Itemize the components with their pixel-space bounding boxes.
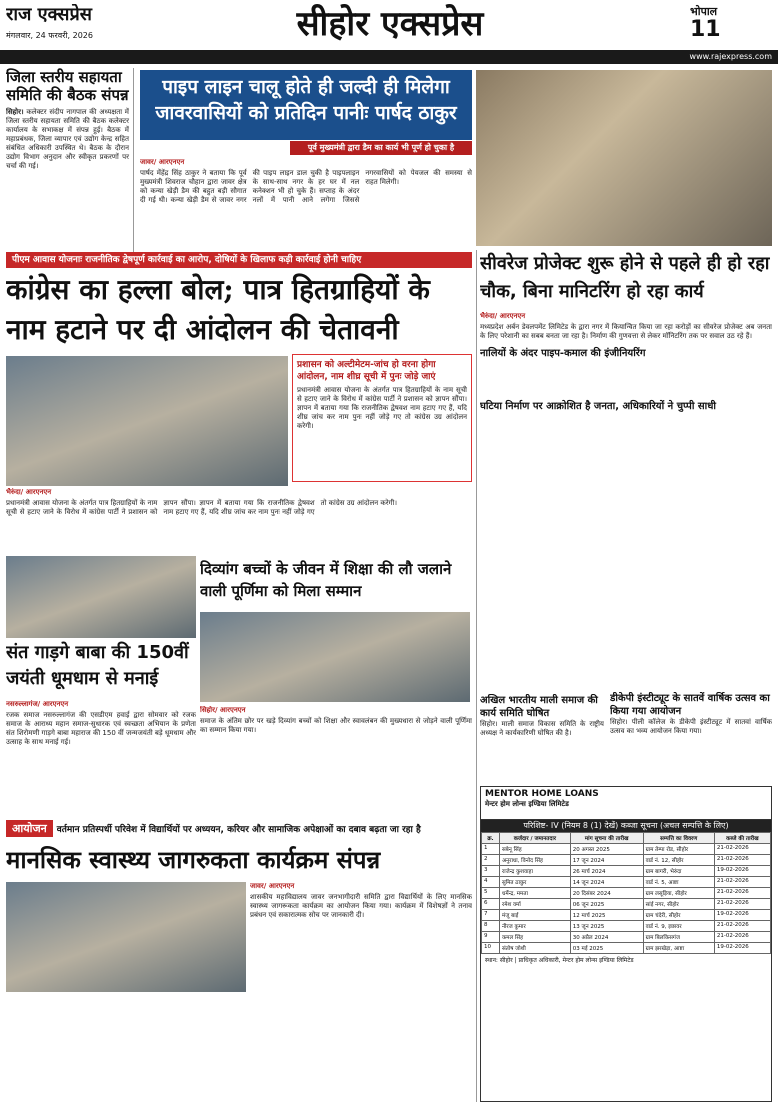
table-row xyxy=(482,866,771,877)
dpi-text: सिहोर। पीली कॉलेज के डीकेपी इंस्टीट्यूट में सातवां वार्षिक उत्सव का भव्य आयोजन किया गया। xyxy=(610,718,772,735)
table-cell: 9 xyxy=(482,932,500,943)
possession-notice-ad xyxy=(480,786,772,1102)
table-cell: 21-02-2026 xyxy=(714,932,770,943)
table-cell: वार्ड नं. 5, आष्टा xyxy=(643,877,714,888)
sewerage-body xyxy=(480,312,772,538)
table-row xyxy=(482,855,771,866)
ad-table-header xyxy=(482,833,771,844)
sant-byline: नसरुल्लागंज/ आरएनएन xyxy=(6,700,69,708)
ad-header xyxy=(481,787,771,820)
congress-subhead-text: प्रधानमंत्री आवास योजना के अंतर्गत पात्र हितग्राहियों के नाम सूची से हटाए जाने के विरोध में कांग्रेस पार्टी ने प्रशासन को ज्ञापन सौंपा। ज्ञापन में बताया गया कि राजनीतिक द्वेषवश नाम हटाए गए हैं, यदि शीघ्र जांच कर नाम पुनः नहीं जोड़े गए तो कांग्रेस उग्र आंदोलन करेगी। xyxy=(297,386,467,430)
congress-photo-caption: भैरुंदा/ आरएनएन xyxy=(6,488,52,496)
ad-table-header-cell: कर्जदार / जमानतदार xyxy=(499,833,570,844)
sewerage-byline: भैरुंदा/ आरएनएन xyxy=(480,312,526,320)
ad-company-hindi: मेन्टर होम लोन्स इण्डिया लिमिटेड xyxy=(485,800,569,808)
table-cell: 30 अप्रैल 2024 xyxy=(570,932,643,943)
congress-photo xyxy=(6,356,288,486)
website-link[interactable]: www.rajexpress.com xyxy=(689,52,772,61)
table-cell: 19-02-2026 xyxy=(714,910,770,921)
table-cell: सांई नगर, सीहोर xyxy=(643,899,714,910)
ad-table-header-cell: मांग सूचना की तारीख xyxy=(570,833,643,844)
table-cell: 21-02-2026 xyxy=(714,844,770,855)
table-row xyxy=(482,932,771,943)
table-cell: 21-02-2026 xyxy=(714,921,770,932)
table-cell: 26 मार्च 2024 xyxy=(570,866,643,877)
mental-kicker: वर्तमान प्रतिस्पर्धी परिवेश में विद्यार्थियों पर अध्ययन, करियर और सामाजिक अपेक्षाओं का दबाव बढ़ता जा रहा है xyxy=(56,825,421,835)
sidebar-story xyxy=(6,68,134,258)
table-cell: 21-02-2026 xyxy=(714,899,770,910)
ad-table-header-cell: क्र. xyxy=(482,833,500,844)
mental-photo xyxy=(6,882,246,992)
issue-date: मंगलवार, 24 फरवरी, 2026 xyxy=(6,31,93,40)
ad-footer: स्थान: सीहोर | प्राधिकृत अधिकारी, मेन्टर होम लोन्स इण्डिया लिमिटेड xyxy=(485,957,634,964)
table-cell: राजेन्द्र कुशवाहा xyxy=(499,866,570,877)
sidebar-text: कलेक्टर संदीप नागपाल की अध्यक्षता में जिला स्तरीय सहायता समिति की बैठक कलेक्टर कार्यालय के सभाकक्ष में संपन्न हुई। बैठक में महाप्रबंधक, जिला व्यापार एवं उद्योग केन्द्र सहित संबंधित अधिकारी उपस्थित थे। बैठक के दौरान उद्योग विभाग अनुदान और स्वीकृत प्रकरणों पर चर्चा की गई। xyxy=(6,108,129,170)
sant-body xyxy=(6,700,196,814)
website-bar xyxy=(0,50,778,64)
congress-subhead-box xyxy=(292,354,472,482)
table-cell: मंजू बाई xyxy=(499,910,570,921)
table-cell: ग्राम बिलकिसगंज xyxy=(643,932,714,943)
mental-body xyxy=(250,882,472,1102)
newspaper-brand: राज एक्सप्रेस xyxy=(6,4,92,25)
mental-kicker-row xyxy=(6,818,472,840)
table-cell: 14 जून 2024 xyxy=(570,877,643,888)
lead-headline: पाइप लाइन चालू होते ही जल्दी ही मिलेगा जावरवासियों को प्रतिदिन पानीः पार्षद ठाकुर xyxy=(140,70,472,140)
table-cell: 1 xyxy=(482,844,500,855)
ad-title: परिशिष्ट- IV (नियम 8 (1) देखें) कब्जा सूचना (अचल सम्पत्ति के लिए) xyxy=(481,820,771,832)
table-cell: ग्राम तेम्पा रोड, सीहोर xyxy=(643,844,714,855)
lead-strap: पूर्व मुख्यमंत्री द्वारा डैम का कार्य भी पूर्ण हो चुका है xyxy=(290,141,472,155)
table-cell: ग्राम बागरी, भेरुंदा xyxy=(643,866,714,877)
table-cell: 10 xyxy=(482,943,500,954)
akhil-text: सिहोर। माली समाज विकास समिति के राष्ट्रीय अध्यक्ष ने कार्यकारिणी घोषित की है। xyxy=(480,720,604,737)
sewerage-headline: सीवरेज प्रोजेक्ट शुरू होने से पहले ही हो रहा चौक, बिना मानिटरिंग हो रहा कार्य xyxy=(480,253,770,302)
table-cell: 21-02-2026 xyxy=(714,888,770,899)
table-cell: 13 जून 2025 xyxy=(570,921,643,932)
divyang-photo-left xyxy=(6,556,196,638)
table-cell: ग्राम लसूड़िया, सीहोर xyxy=(643,888,714,899)
table-cell: सुमित ठाकुर xyxy=(499,877,570,888)
sewerage-subhead-2: घटिया निर्माण पर आक्रोशित है जनता, अधिकारियों ने चुप्पी साधी xyxy=(480,401,716,412)
column-divider xyxy=(476,250,477,1102)
congress-kicker: पीएम आवास योजनाः राजनीतिक द्वेषपूर्ण कार्रवाई का आरोप, दोषियों के खिलाफ कड़ी कार्रवाई होनी चाहिए xyxy=(6,252,472,268)
table-cell: धर्मेन्द्र, ममता xyxy=(499,888,570,899)
section-title: सीहोर एक्सप्रेस xyxy=(296,4,484,44)
ad-company-logo: MENTOR HOME LOANS xyxy=(485,789,599,799)
table-cell: 20 दिसंबर 2024 xyxy=(570,888,643,899)
table-row xyxy=(482,910,771,921)
table-cell: 21-02-2026 xyxy=(714,877,770,888)
table-cell: 20 अगस्त 2025 xyxy=(570,844,643,855)
lead-text: पार्षद मेंहेंद्र सिंह ठाकुर ने बताया कि पूर्व मुख्यमंत्री शिवराज चौहान द्वारा जावर क्षेत्र को कन्या खेड़ी डैम की बहुत बड़ी सौगात दी गई थी। कन्या खेड़ी डैम से जावर नगर की पाइप लाइन डाल चुकी है पाइपलाइन के साथ-साथ नगर के हर घर में नल कनेक्शन भी हो चुके हैं। सप्ताह के अंदर नलों में पानी आने लगेगा जिससे नगरवासियों को पेयजल की समस्या से राहत मिलेगी। xyxy=(140,169,472,204)
table-cell: 21-02-2026 xyxy=(714,855,770,866)
table-cell: सबेनू सिंह xyxy=(499,844,570,855)
ad-table-header-cell: कब्जे की तारीख xyxy=(714,833,770,844)
divyang-text: समाज के अंतिम छोर पर खड़े दिव्यांग बच्चों को शिक्षा और स्वावलंबन की मुख्यधारा से जोड़ने वाली पूर्णिमा का सम्मान किया गया। xyxy=(200,717,472,734)
sidebar-dateline: सिहोर। xyxy=(6,108,24,116)
table-cell: संतोष जोशी xyxy=(499,943,570,954)
dpi-headline: डीकेपी इंस्टीट्यूट के सातवें वार्षिक उत्सव का किया गया आयोजन xyxy=(610,693,770,717)
table-cell: 19-02-2026 xyxy=(714,866,770,877)
akhil-headline: अखिल भारतीय माली समाज की कार्य समिति घोषित xyxy=(480,695,598,719)
table-cell: ग्राम चंदेरी, सीहोर xyxy=(643,910,714,921)
table-cell: 2 xyxy=(482,855,500,866)
table-cell: वार्ड नं. 9, इछावर xyxy=(643,921,714,932)
edition-city: भोपाल xyxy=(690,5,718,18)
page-info xyxy=(690,4,772,48)
table-cell: 8 xyxy=(482,921,500,932)
mental-byline: जावर/ आरएनएन xyxy=(250,882,295,890)
table-cell: 03 मई 2025 xyxy=(570,943,643,954)
sewerage-text: मध्यप्रदेश अर्बन डेवलपमेंट लिमिटेड के द्वारा नगर में कियान्वित किया जा रहा करोड़ों का सीवरेज प्रोजेक्ट अब जनता के लिए परेशानी का सबब बनता जा रहा है। निर्माण की गुणवत्ता से लेकर मॉनिटरिंग तक पर सवाल उठ रहे हैं। xyxy=(480,323,772,340)
table-row xyxy=(482,888,771,899)
divyang-headline: दिव्यांग बच्चों के जीवन में शिक्षा की लौ जलाने वाली पूर्णिमा को मिला सम्मान xyxy=(200,560,452,600)
lead-byline: जावर/ आरएनएन xyxy=(140,158,185,166)
table-cell: 4 xyxy=(482,877,500,888)
masthead-brand-block xyxy=(6,4,176,48)
congress-body xyxy=(6,488,472,552)
mental-headline: मानसिक स्वास्थ्य जागरुकता कार्यक्रम संपन्न xyxy=(6,845,381,874)
mental-text: शासकीय महाविद्यालय जावर जनभागीदारी समिति द्वारा विद्यार्थियों के लिए मानसिक स्वास्थ्य जागरूकता कार्यक्रम का आयोजन किया गया। कार्यक्रम में विशेषज्ञों ने तनाव प्रबंधन एवं सकारात्मक सोच पर जानकारी दी। xyxy=(250,893,472,919)
table-cell: रमेश वर्मा xyxy=(499,899,570,910)
table-cell: 7 xyxy=(482,910,500,921)
table-cell: कमल सिंह xyxy=(499,932,570,943)
table-cell: वार्ड नं. 12, सीहोर xyxy=(643,855,714,866)
akhil-story xyxy=(480,694,604,784)
table-row xyxy=(482,844,771,855)
table-row xyxy=(482,899,771,910)
sant-text: रजक समाज नसरुल्लागंज की एसडीएम हवाई द्वारा सोमवार को रजक समाज के आराध्य महान समाज-सुधारक एवं स्वच्छता अभियान के प्रणेता संत शिरोमणी गाड़गे बाबा महाराज की 150 वीं जन्मजयंती बड़े धूमधाम और उत्साह के साथ मनाई गई। xyxy=(6,711,196,746)
table-cell: 5 xyxy=(482,888,500,899)
ad-table-header-cell: सम्पत्ति का विवरण xyxy=(643,833,714,844)
mental-tag: आयोजन xyxy=(6,820,53,837)
congress-subhead: प्रशासन को अल्टीमेटम-जांच हो वरना होगा आंदोलन, नाम शीघ्र सूची में पुनः जोड़े जाएं xyxy=(297,360,436,382)
table-cell: ग्राम झरखेड़ा, आष्टा xyxy=(643,943,714,954)
table-row xyxy=(482,877,771,888)
table-cell: 17 जून 2024 xyxy=(570,855,643,866)
divyang-body xyxy=(200,706,472,814)
table-cell: अनुराधा, विनोद सिंह xyxy=(499,855,570,866)
table-cell: नीरज कुमार xyxy=(499,921,570,932)
table-row xyxy=(482,943,771,954)
table-cell: 12 मार्च 2025 xyxy=(570,910,643,921)
ad-table-body xyxy=(482,844,771,954)
sidebar-body xyxy=(6,108,129,171)
sewerage-subhead-1: नालियों के अंदर पाइप-कमाल की इंजीनियरिंग xyxy=(480,348,646,359)
table-row xyxy=(482,921,771,932)
table-cell: 6 xyxy=(482,899,500,910)
table-cell: 3 xyxy=(482,866,500,877)
lead-photo xyxy=(476,70,772,246)
sidebar-headline: जिला स्तरीय सहायता समिति की बैठक संपन्न xyxy=(6,68,129,104)
table-cell: 06 जून 2025 xyxy=(570,899,643,910)
divyang-photo-right xyxy=(200,612,470,702)
table-cell: 19-02-2026 xyxy=(714,943,770,954)
page-number: 11 xyxy=(690,17,721,42)
divyang-byline: सिहोर/ आरएनएन xyxy=(200,706,246,714)
congress-text: प्रधानमंत्री आवास योजना के अंतर्गत पात्र हितग्राहियों के नाम सूची से हटाए जाने के विरोध में कांग्रेस पार्टी ने प्रशासन को ज्ञापन सौंपा। ज्ञापन में बताया गया कि राजनीतिक द्वेषवश नाम हटाए गए हैं, यदि शीघ्र जांच कर नाम पुनः नहीं जोड़े गए तो कांग्रेस उग्र आंदोलन करेगी। xyxy=(6,499,397,516)
congress-headline: कांग्रेस का हल्ला बोल; पात्र हितग्राहियों के नाम हटाने पर दी आंदोलन की चेतावनी xyxy=(6,273,430,346)
ad-table xyxy=(481,832,771,954)
sant-headline: संत गाड़गे बाबा की 150वीं जयंती धूमधाम से मनाई xyxy=(6,642,189,689)
lead-body xyxy=(140,158,472,248)
dpi-story xyxy=(610,692,772,784)
